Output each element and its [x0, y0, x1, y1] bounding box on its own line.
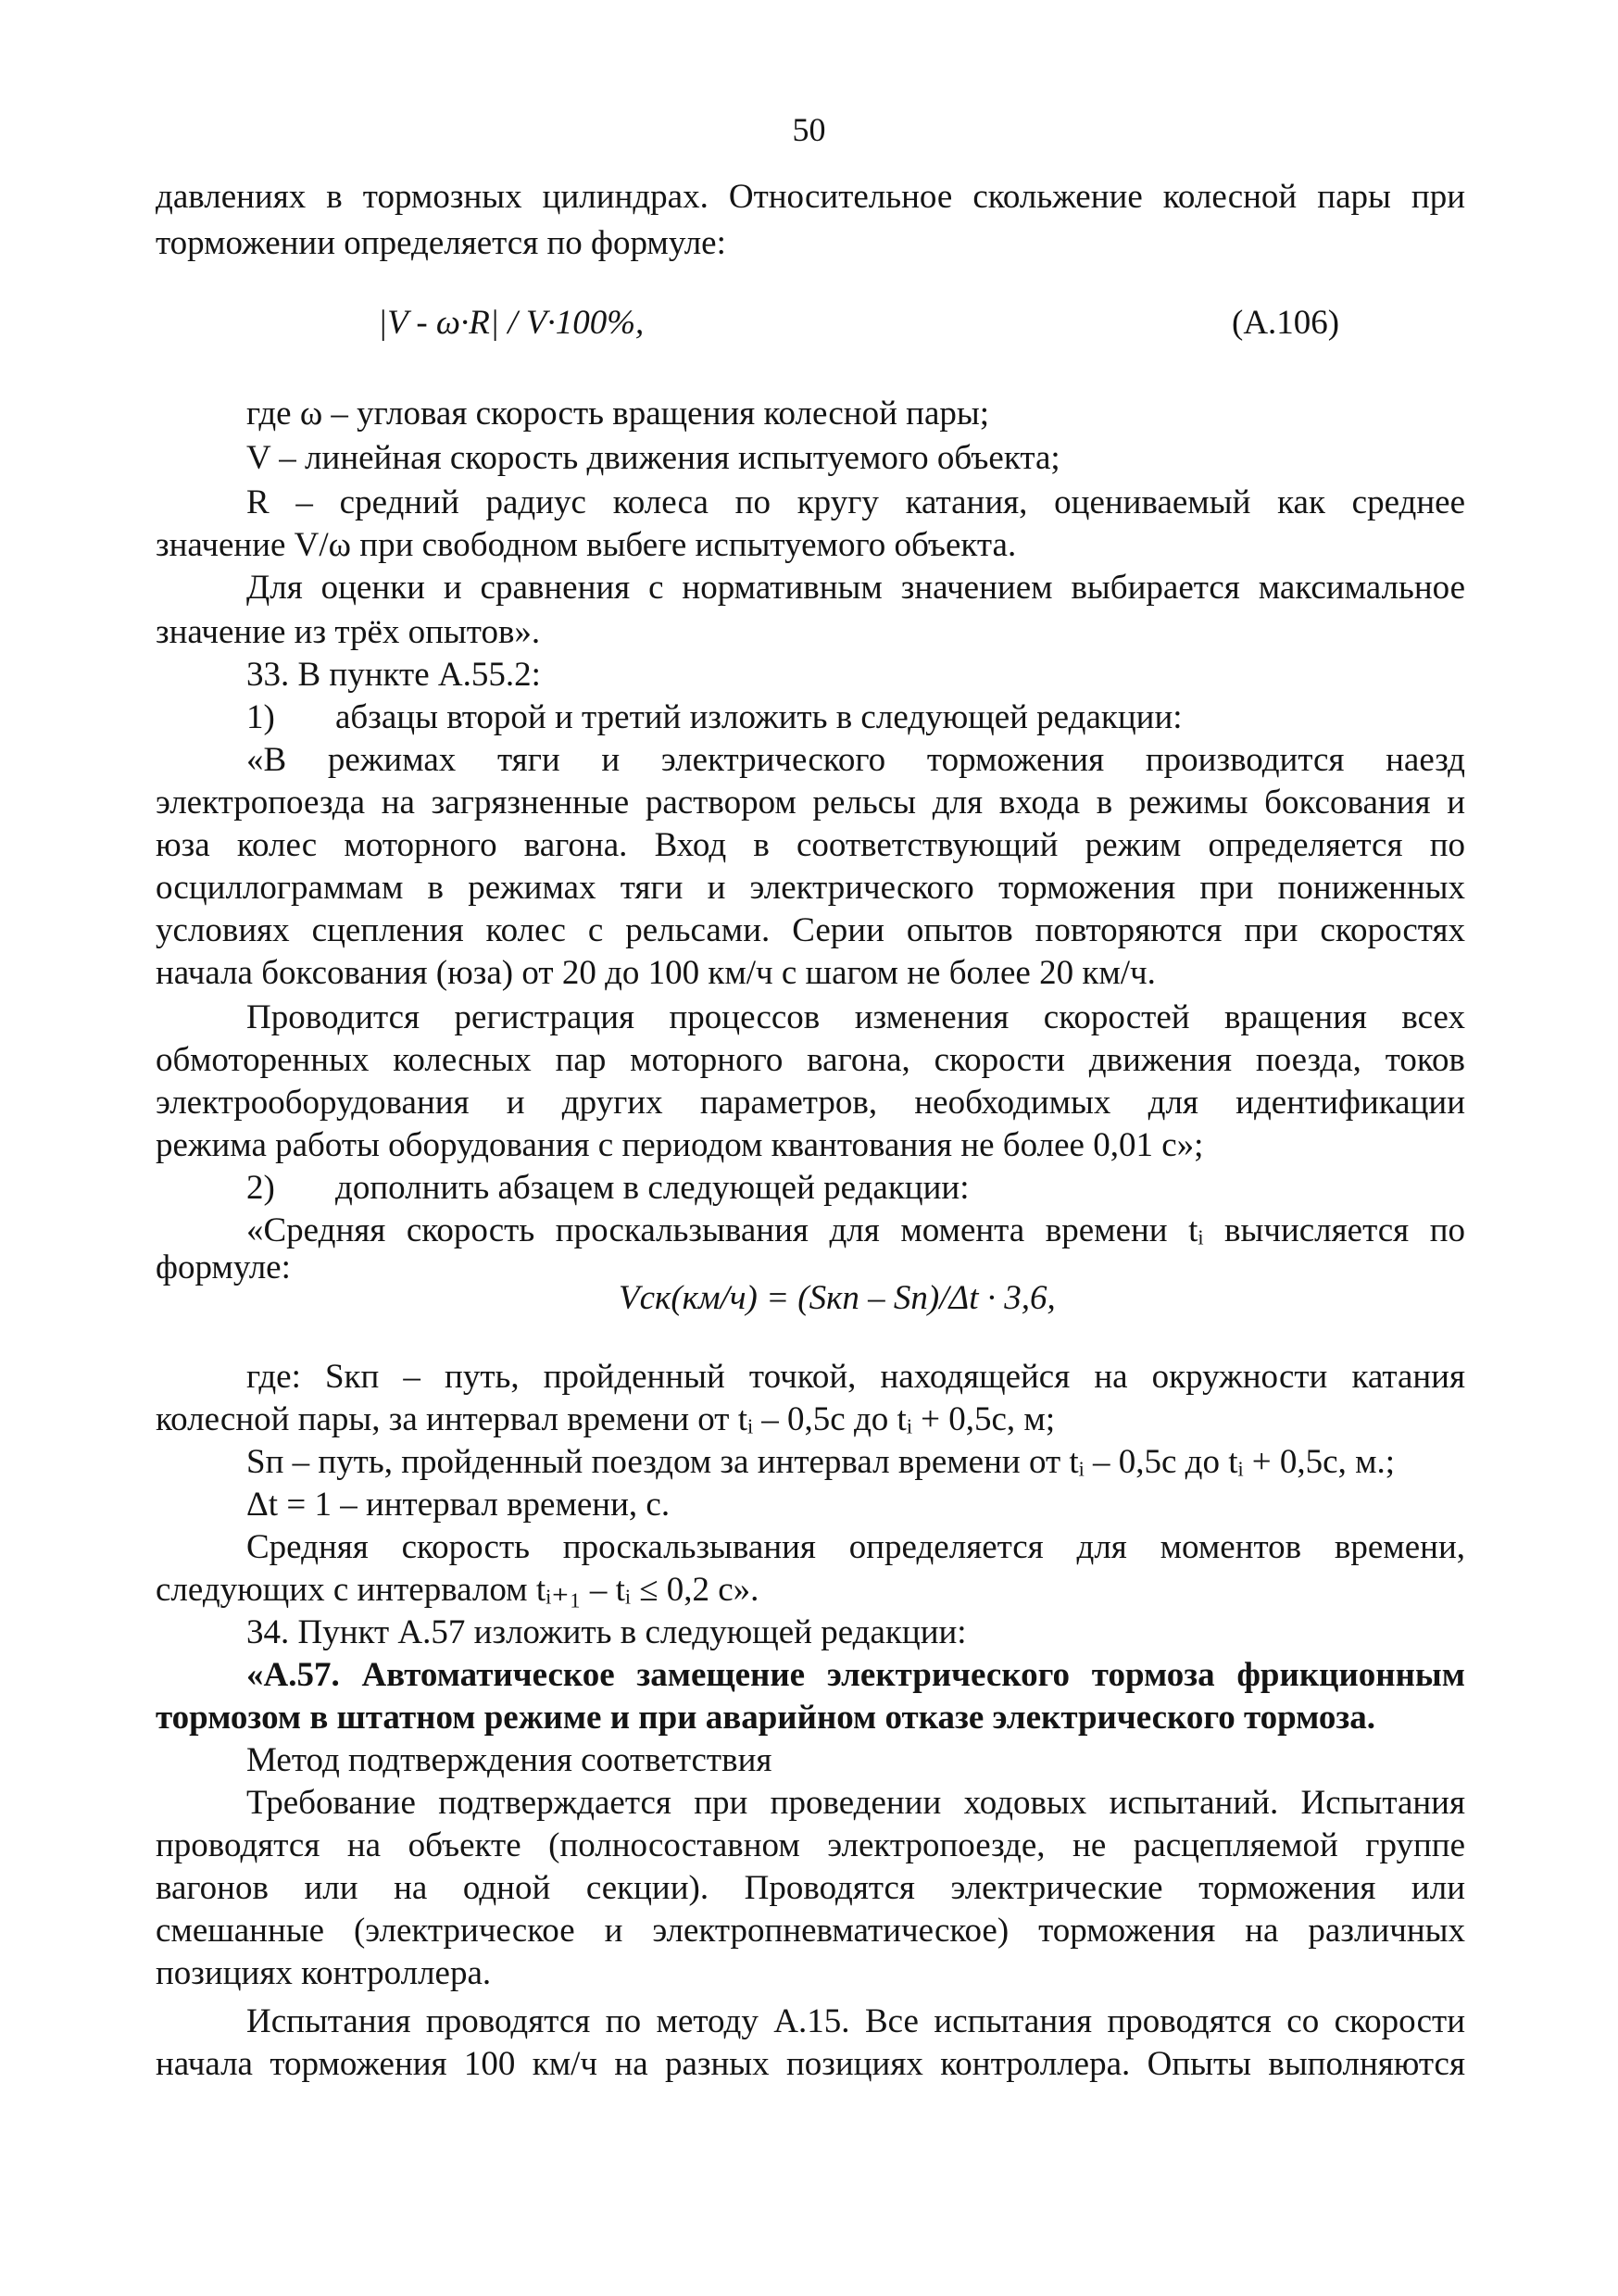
text-line: проводятся на объекте (полносоставном электропоезде, не расцепляемой группе: [156, 1826, 1465, 1864]
text-line: юза колес моторного вагона. Вход в соответствующий режим определяется по: [156, 826, 1465, 864]
text-line: условиях сцепления колес с рельсами. Серии опытов повторяются при скоростях: [156, 911, 1465, 949]
text-line: где: Sкп – путь, пройденный точкой, находящейся на окружности катания: [246, 1358, 1465, 1396]
text-line: «В режимах тяги и электрического торможения производится наезд: [246, 741, 1465, 779]
text-line: Средняя скорость проскальзывания определяется для моментов времени,: [246, 1528, 1465, 1566]
text-line: обмоторенных колесных пар моторного вагона, скорости движения поезда, токов: [156, 1041, 1465, 1079]
item-33-heading: 33. В пункте А.55.2:: [246, 656, 541, 694]
text-line: Проводится регистрация процессов изменения скоростей вращения всех: [246, 998, 1465, 1036]
text-line: торможении определяется по формуле:: [156, 224, 726, 262]
sub-item-number: 1): [246, 698, 275, 736]
text-line: Для оценки и сравнения с нормативным значением выбирается максимальное: [246, 569, 1465, 607]
text-line: Δt = 1 – интервал времени, с.: [246, 1486, 671, 1524]
sub-item-1: [246, 696, 1465, 739]
text-line: «Средняя скорость проскальзывания для момента времени tᵢ вычисляется по: [246, 1211, 1465, 1249]
text-line: начала боксования (юза) от 20 до 100 км/ч с шагом не более 20 км/ч.: [156, 954, 1156, 992]
method-heading: Метод подтверждения соответствия: [246, 1741, 772, 1779]
text-line: формуле:: [156, 1248, 291, 1286]
text-line: Sп – путь, пройденный поездом за интервал времени от tᵢ – 0,5с до tᵢ + 0,5с, м.;: [246, 1443, 1396, 1481]
where-r-line: значение V/ω при свободном выбеге испытуемого объекта.: [156, 526, 1017, 564]
text-line: Требование подтверждается при проведении ходовых испытаний. Испытания: [246, 1784, 1465, 1822]
section-title: тормозом в штатном режиме и при аварийном отказе электрического тормоза.: [156, 1699, 1376, 1737]
slip-formula: |V - ω·R| / V·100%,: [378, 304, 645, 342]
text-line: вагонов или на одной секции). Проводятся электрические торможения или: [156, 1869, 1465, 1907]
sub-item-2: [246, 1167, 1465, 1210]
slip-speed-formula: Vск(км/ч) = (Sкп – Sп)/Δt · 3,6,: [619, 1279, 1056, 1317]
text-line: Испытания проводятся по методу А.15. Все испытания проводятся со скорости: [246, 2002, 1465, 2040]
sub-item-text: абзацы второй и третий изложить в следующей редакции:: [335, 698, 1183, 736]
sub-item-number: 2): [246, 1169, 275, 1207]
text-line: следующих с интервалом tᵢ₊₁ – tᵢ ≤ 0,2 с».: [156, 1571, 759, 1609]
where-omega-line: где ω – угловая скорость вращения колесной пары;: [246, 395, 990, 433]
text-line: давлениях в тормозных цилиндрах. Относительное скольжение колесной пары при: [156, 178, 1465, 216]
sub-item-text: дополнить абзацем в следующей редакции:: [335, 1169, 970, 1207]
formula-number: (А.106): [1232, 304, 1340, 342]
text-line: режима работы оборудования с периодом квантования не более 0,01 с»;: [156, 1126, 1204, 1164]
page-number: 50: [792, 111, 826, 148]
text-line: смешанные (электрическое и электропневматическое) торможения на различных: [156, 1912, 1465, 1950]
where-r-line: R – средний радиус колеса по кругу катания, оцениваемый как среднее: [246, 483, 1465, 521]
where-v-line: V – линейная скорость движения испытуемого объекта;: [246, 439, 1060, 477]
text-line: позициях контроллера.: [156, 1954, 492, 1992]
text-line: колесной пары, за интервал времени от tᵢ – 0,5с до tᵢ + 0,5с, м;: [156, 1400, 1056, 1438]
text-line: значение из трёх опытов».: [156, 613, 541, 651]
text-line: осциллограммам в режимах тяги и электрического торможения при пониженных: [156, 869, 1465, 907]
item-34-heading: 34. Пункт А.57 изложить в следующей редакции:: [246, 1613, 967, 1651]
text-line: электропоезда на загрязненные раствором рельсы для входа в режимы боксования и: [156, 784, 1465, 822]
text-line: начала торможения 100 км/ч на разных позициях контроллера. Опыты выполняются: [156, 2045, 1465, 2083]
text-line: электрооборудования и других параметров, необходимых для идентификации: [156, 1084, 1465, 1122]
section-title: «А.57. Автоматическое замещение электрического тормоза фрикционным: [246, 1656, 1465, 1694]
